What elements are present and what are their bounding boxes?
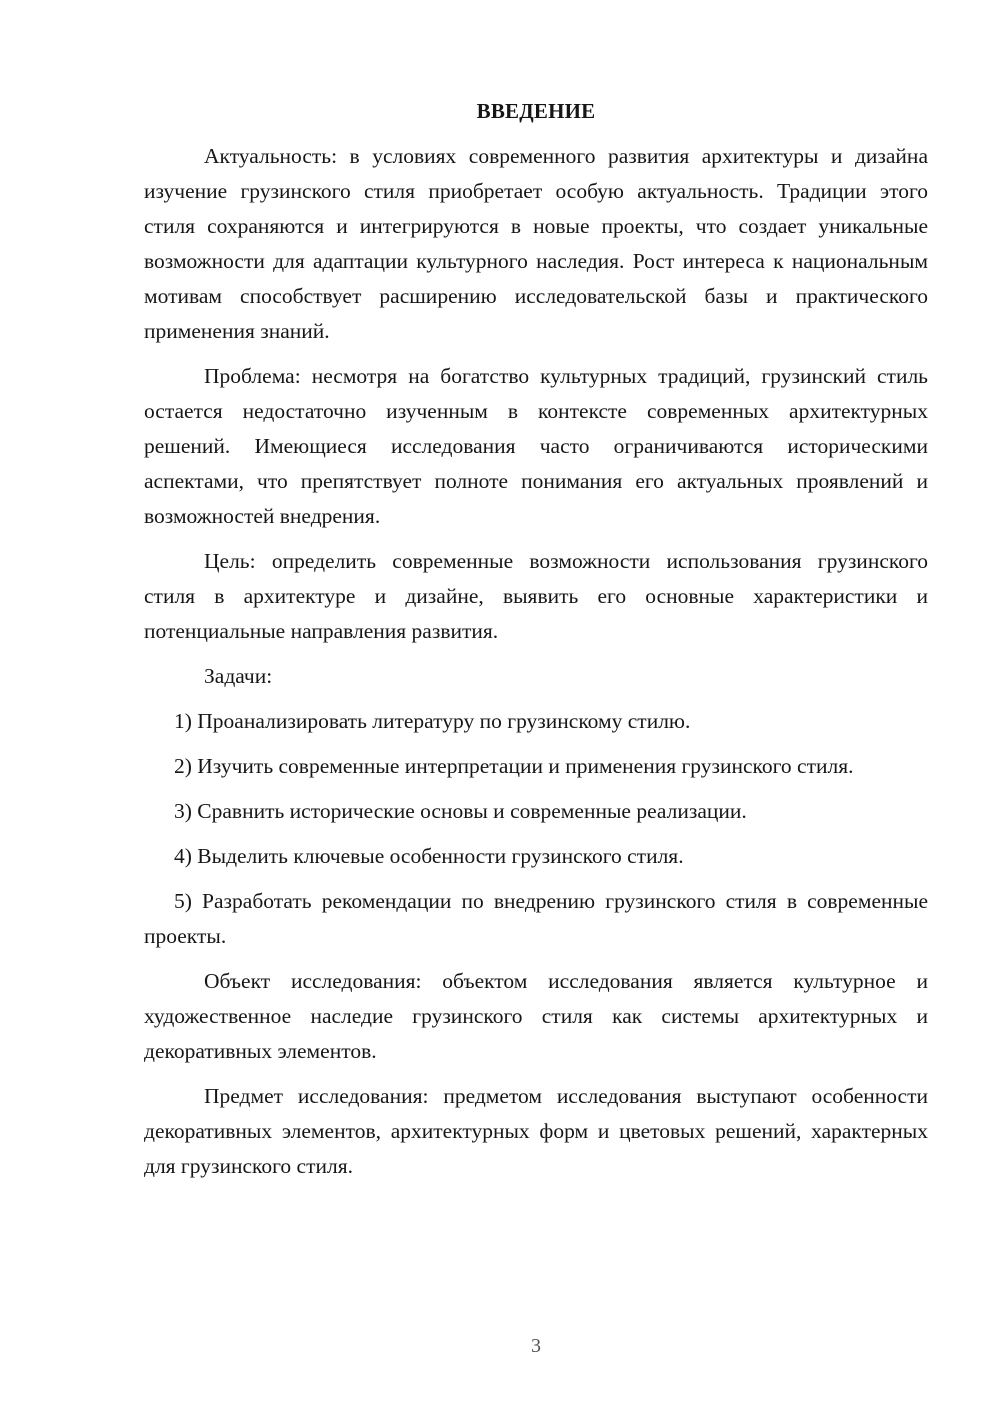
page-content [144, 94, 928, 1194]
goal-paragraph: Цель: определить современные возможности использования грузинского стиля в архитектуре и дизайне, выявить его основные характеристики и потенциальные направления развития. [144, 549, 928, 643]
tasks-heading: Задачи: [204, 664, 273, 688]
task-item-1: 1) Проанализировать литературу по грузинскому стилю. [174, 709, 691, 733]
task-item-2: 2) Изучить современные интерпретации и применения грузинского стиля. [174, 754, 854, 778]
relevance-paragraph: Актуальность: в условиях современного развития архитектуры и дизайна изучение грузинского стиля приобретает особую актуальность. Традиции этого стиля сохраняются и интегрируются в новые проекты, что создает уникальные возможности для адаптации культурного наследия. Рост интереса к национальным мотивам способствует расширению исследовательской базы и практического применения знаний. [144, 144, 928, 343]
section-title: ВВЕДЕНИЕ [476, 99, 596, 123]
task-item-4: 4) Выделить ключевые особенности грузинского стиля. [174, 844, 684, 868]
problem-paragraph: Проблема: несмотря на богатство культурных традиций, грузинский стиль остается недостаточно изученным в контексте современных архитектурных решений. Имеющиеся исследования часто ограничиваются историческими аспектами, что препятствует полноте понимания его актуальных проявлений и возможностей внедрения. [144, 364, 928, 528]
subject-paragraph: Предмет исследования: предметом исследования выступают особенности декоративных элементов, архитектурных форм и цветовых решений, характерных для грузинского стиля. [144, 1084, 928, 1178]
task-item-3: 3) Сравнить исторические основы и современные реализации. [174, 799, 747, 823]
page-number: 3 [531, 1335, 541, 1357]
object-paragraph: Объект исследования: объектом исследования является культурное и художественное наследие грузинского стиля как системы архитектурных и декоративных элементов. [144, 969, 928, 1063]
task-item-5: 5) Разработать рекомендации по внедрению грузинского стиля в современные проекты. [144, 889, 928, 948]
